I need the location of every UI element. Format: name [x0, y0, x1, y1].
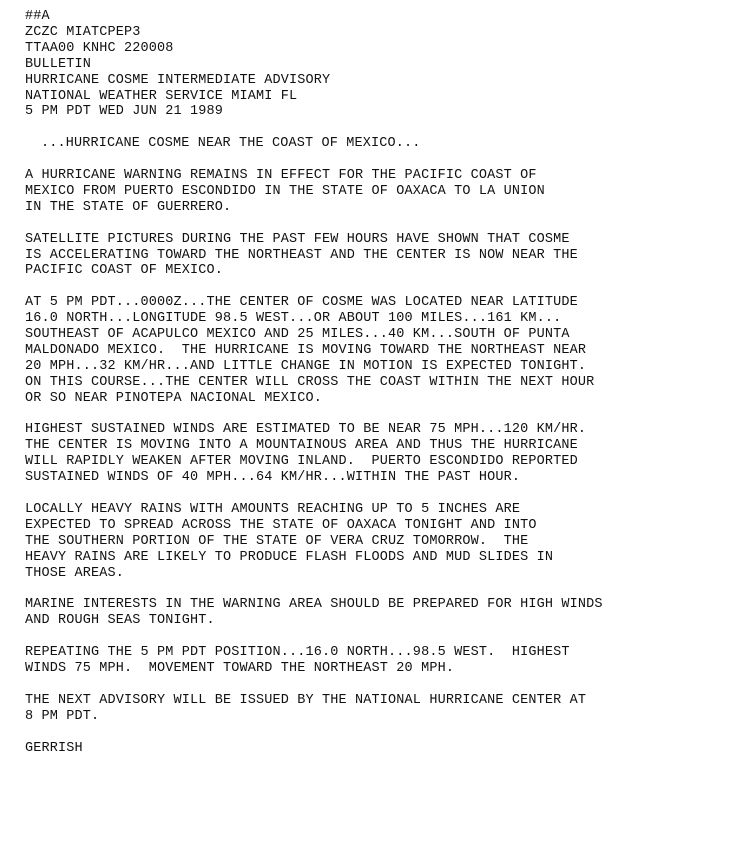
paragraph-line: THE CENTER IS MOVING INTO A MOUNTAINOUS AREA AND THUS THE HURRICANE: [25, 438, 578, 454]
advisory-document: [25, 9, 741, 756]
paragraph-next-advisory: [25, 693, 741, 725]
paragraph-warning: [25, 168, 741, 216]
headline: ...HURRICANE COSME NEAR THE COAST OF MEXICO...: [41, 136, 421, 152]
paragraph-line: EXPECTED TO SPREAD ACROSS THE STATE OF OAXACA TONIGHT AND INTO: [25, 517, 537, 533]
header-line: HURRICANE COSME INTERMEDIATE ADVISORY: [25, 72, 331, 88]
paragraph-line: 20 MPH...32 KM/HR...AND LITTLE CHANGE IN MOTION IS EXPECTED TONIGHT.: [25, 358, 587, 374]
paragraph-line: WILL RAPIDLY WEAKEN AFTER MOVING INLAND. PUERTO ESCONDIDO REPORTED: [25, 454, 578, 470]
paragraph-line: LOCALLY HEAVY RAINS WITH AMOUNTS REACHING UP TO 5 INCHES ARE: [25, 502, 521, 517]
paragraph-line: WINDS 75 MPH. MOVEMENT TOWARD THE NORTHEAST 20 MPH.: [25, 661, 455, 677]
paragraph-line: THE SOUTHERN PORTION OF THE STATE OF VERA CRUZ TOMORROW. THE: [25, 533, 529, 549]
spacer: [25, 407, 741, 423]
paragraph-line: THOSE AREAS.: [25, 565, 125, 581]
paragraph-line: MARINE INTERESTS IN THE WARNING AREA SHOULD BE PREPARED FOR HIGH WINDS: [25, 597, 603, 613]
paragraph-repeating: [25, 645, 741, 677]
signature: GERRISH: [25, 740, 83, 756]
paragraph-winds: [25, 422, 741, 486]
paragraph-line: REPEATING THE 5 PM PDT POSITION...16.0 NORTH...98.5 WEST. HIGHEST: [25, 645, 570, 661]
spacer: [25, 677, 741, 693]
header-line: ##A: [25, 9, 50, 24]
paragraph-line: MEXICO FROM PUERTO ESCONDIDO IN THE STATE OF OAXACA TO LA UNION: [25, 183, 545, 199]
header-line: ZCZC MIATCPEP3: [25, 24, 141, 40]
paragraph-position: [25, 295, 741, 406]
paragraph-line: AT 5 PM PDT...0000Z...THE CENTER OF COSME WAS LOCATED NEAR LATITUDE: [25, 295, 578, 311]
paragraph-line: 8 PM PDT.: [25, 708, 100, 724]
paragraph-line: OR SO NEAR PINOTEPA NACIONAL MEXICO.: [25, 390, 323, 406]
spacer: [25, 120, 741, 136]
paragraph-rains: [25, 502, 741, 582]
spacer: [25, 582, 741, 598]
header-line: TTAA00 KNHC 220008: [25, 40, 174, 56]
paragraph-line: IN THE STATE OF GUERRERO.: [25, 199, 232, 215]
paragraph-line: SATELLITE PICTURES DURING THE PAST FEW HOURS HAVE SHOWN THAT COSME: [25, 231, 570, 247]
paragraph-line: SOUTHEAST OF ACAPULCO MEXICO AND 25 MILES...40 KM...SOUTH OF PUNTA: [25, 327, 570, 343]
paragraph-marine: [25, 597, 741, 629]
paragraph-line: AND ROUGH SEAS TONIGHT.: [25, 613, 215, 629]
header-line: 5 PM PDT WED JUN 21 1989: [25, 104, 224, 120]
spacer: [25, 629, 741, 645]
paragraph-line: SUSTAINED WINDS OF 40 MPH...64 KM/HR...WITHIN THE PAST HOUR.: [25, 470, 521, 486]
spacer: [25, 279, 741, 295]
paragraph-line: HEAVY RAINS ARE LIKELY TO PRODUCE FLASH FLOODS AND MUD SLIDES IN: [25, 549, 554, 565]
paragraph-line: MALDONADO MEXICO. THE HURRICANE IS MOVING TOWARD THE NORTHEAST NEAR: [25, 342, 587, 358]
paragraph-line: IS ACCELERATING TOWARD THE NORTHEAST AND THE CENTER IS NOW NEAR THE: [25, 247, 578, 263]
paragraph-line: HIGHEST SUSTAINED WINDS ARE ESTIMATED TO BE NEAR 75 MPH...120 KM/HR.: [25, 422, 587, 438]
spacer: [25, 486, 741, 502]
paragraph-line: A HURRICANE WARNING REMAINS IN EFFECT FOR THE PACIFIC COAST OF: [25, 168, 537, 184]
paragraph-line: PACIFIC COAST OF MEXICO.: [25, 263, 224, 279]
paragraph-line: 16.0 NORTH...LONGITUDE 98.5 WEST...OR ABOUT 100 MILES...161 KM...: [25, 311, 562, 327]
spacer: [25, 725, 741, 741]
spacer: [25, 152, 741, 168]
paragraph-satellite: [25, 232, 741, 280]
header-line: BULLETIN: [25, 56, 92, 72]
header-line: NATIONAL WEATHER SERVICE MIAMI FL: [25, 88, 298, 104]
paragraph-line: ON THIS COURSE...THE CENTER WILL CROSS THE COAST WITHIN THE NEXT HOUR: [25, 374, 595, 390]
paragraph-line: THE NEXT ADVISORY WILL BE ISSUED BY THE NATIONAL HURRICANE CENTER AT: [25, 692, 587, 708]
header-block: [25, 9, 741, 120]
spacer: [25, 216, 741, 232]
